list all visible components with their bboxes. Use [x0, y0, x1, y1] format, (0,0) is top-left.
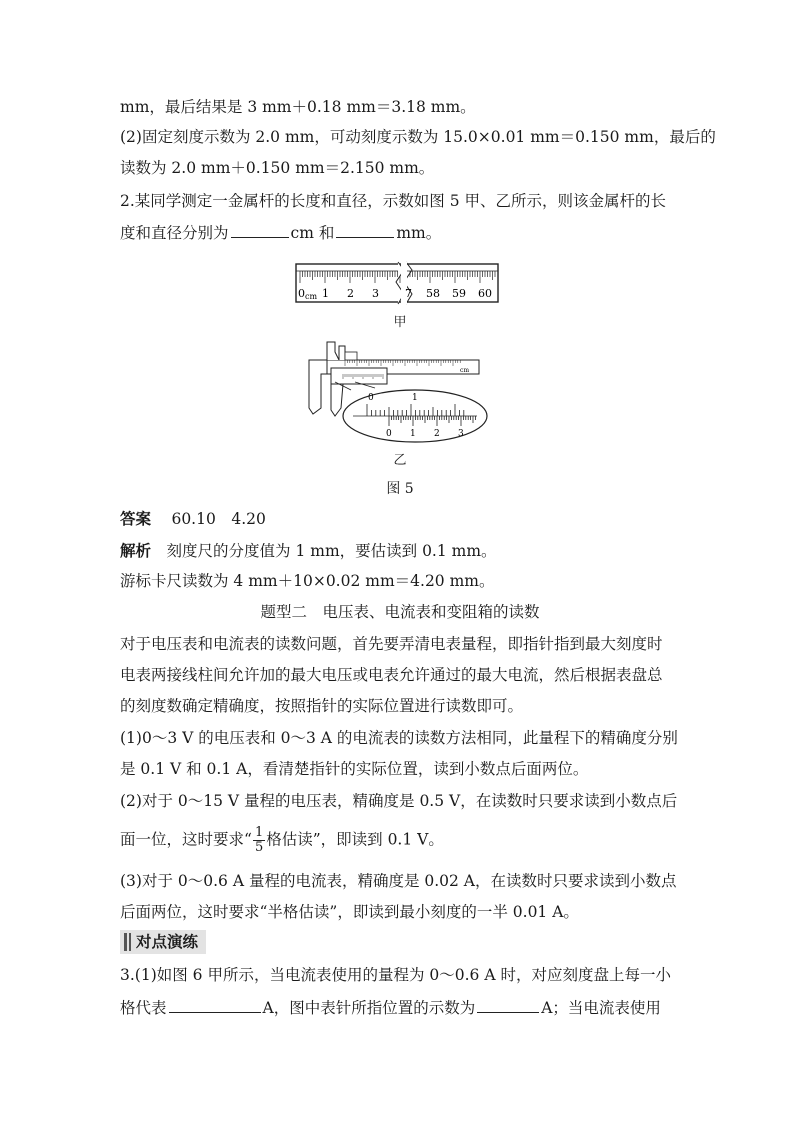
paragraph-line: 电表两接线柱间允许加的最大电压或电表允许通过的最大电流，然后根据表盘总 [120, 666, 663, 684]
tag-bar [124, 933, 127, 951]
section-title: 题型二 电压表、电流表和变阻箱的读数 [260, 603, 540, 621]
text-fragment: 度和直径分别为 [120, 224, 229, 242]
figure-label-yi: 乙 [393, 453, 407, 468]
question-2-line: 2.某同学测定一金属杆的长度和直径，示数如图 5 甲、乙所示，则该金属杆的长 [120, 192, 667, 210]
caliper-main-label-0: 0 [368, 393, 374, 403]
ruler-label-1: 1 [322, 287, 329, 300]
text-fragment: cm 和 [290, 224, 335, 242]
text-fragment: mm。 [396, 224, 442, 242]
ruler-label-59: 59 [452, 287, 466, 300]
ruler-label-2: 2 [347, 287, 354, 300]
caliper-main-label-1: 1 [412, 393, 418, 403]
answer-blank[interactable] [336, 221, 394, 238]
text-fragment: 格代表 [120, 999, 167, 1017]
answer-line [120, 508, 680, 530]
text-line: (2)固定刻度示数为 2.0 mm，可动刻度示数为 15.0×0.01 mm＝0.150 mm，最后的 [120, 128, 716, 146]
analysis-line-2: 游标卡尺读数为 4 mm＋10×0.02 mm＝4.20 mm。 [120, 572, 495, 590]
ruler-label-7: 7 [405, 287, 412, 300]
question-3-line-2 [120, 996, 680, 1019]
paragraph-line: 后面两位，这时要求“半格估读”，即读到最小刻度的一半 0.01 A。 [120, 903, 579, 921]
answer-value: 60.10 4.20 [171, 510, 266, 528]
paragraph-line: (3)对于 0～0.6 A 量程的电流表，精确度是 0.02 A，在读数时只要求读到小数点 [120, 872, 677, 890]
practice-tag-label: 对点演练 [136, 932, 199, 951]
figure-caption: 图 5 [386, 481, 414, 497]
answer-label: 答案 [120, 509, 152, 528]
answer-blank[interactable] [169, 996, 261, 1013]
text-fragment: 格估读”，即读到 0.1 V。 [266, 830, 444, 849]
paragraph-line: 的刻度数确定精确度，按照指针的实际位置进行读数即可。 [120, 697, 524, 715]
ruler-label-3: 3 [372, 287, 379, 300]
ruler-figure [290, 258, 510, 308]
analysis-label: 解析 [120, 541, 152, 560]
paragraph-line: (2)对于 0～15 V 量程的电压表，精确度是 0.5 V，在读数时只要求读到小数点后 [120, 792, 678, 810]
caliper-vernier-label-1: 1 [410, 429, 416, 439]
fraction-denominator: 5 [254, 840, 264, 855]
caliper-vernier-label-2: 2 [434, 429, 440, 439]
ruler-label-cm: cm [305, 292, 318, 301]
text-fragment: A，图中表针所指位置的示数为 [262, 999, 476, 1017]
practice-section-tag [120, 930, 206, 954]
paragraph-line: 对于电压表和电流表的读数问题，首先要弄清电表量程，即指针指到最大刻度时 [120, 635, 663, 653]
text-line: mm，最后结果是 3 mm＋0.18 mm＝3.18 mm。 [120, 98, 476, 116]
paragraph-line: (1)0～3 V 的电压表和 0～3 A 的电流表的读数方法相同，此量程下的精确度分别 [120, 729, 678, 747]
text-line: 读数为 2.0 mm＋0.150 mm＝2.150 mm。 [120, 159, 435, 177]
ruler-label-58: 58 [426, 287, 440, 300]
analysis-line [120, 540, 680, 562]
figure-label-jia: 甲 [393, 315, 407, 330]
analysis-text: 刻度尺的分度值为 1 mm，要估读到 0.1 mm。 [166, 542, 497, 560]
question-2-line-2 [120, 221, 680, 244]
ruler-label-0: 0 [298, 287, 305, 300]
caliper-vernier-label-3: 3 [458, 429, 464, 439]
fraction-one-fifth [253, 826, 265, 855]
paragraph-line: 是 0.1 V 和 0.1 A，看清楚指针的实际位置，读到小数点后面两位。 [120, 760, 589, 778]
text-fragment: A；当电流表使用 [541, 999, 661, 1017]
answer-blank[interactable] [477, 996, 539, 1013]
paragraph-line-fraction [120, 826, 680, 855]
tag-bar [129, 933, 131, 951]
answer-blank[interactable] [231, 221, 289, 238]
fraction-numerator: 1 [254, 825, 264, 840]
question-3-line: 3.(1)如图 6 甲所示，当电流表使用的量程为 0～0.6 A 时，对应刻度盘上每一小 [120, 966, 671, 984]
caliper-cm-label: cm [460, 367, 470, 374]
ruler-label-60: 60 [478, 287, 492, 300]
caliper-figure [305, 338, 495, 450]
text-fragment: 面一位，这时要求“ [120, 830, 252, 849]
caliper-vernier-label-0: 0 [386, 429, 392, 439]
